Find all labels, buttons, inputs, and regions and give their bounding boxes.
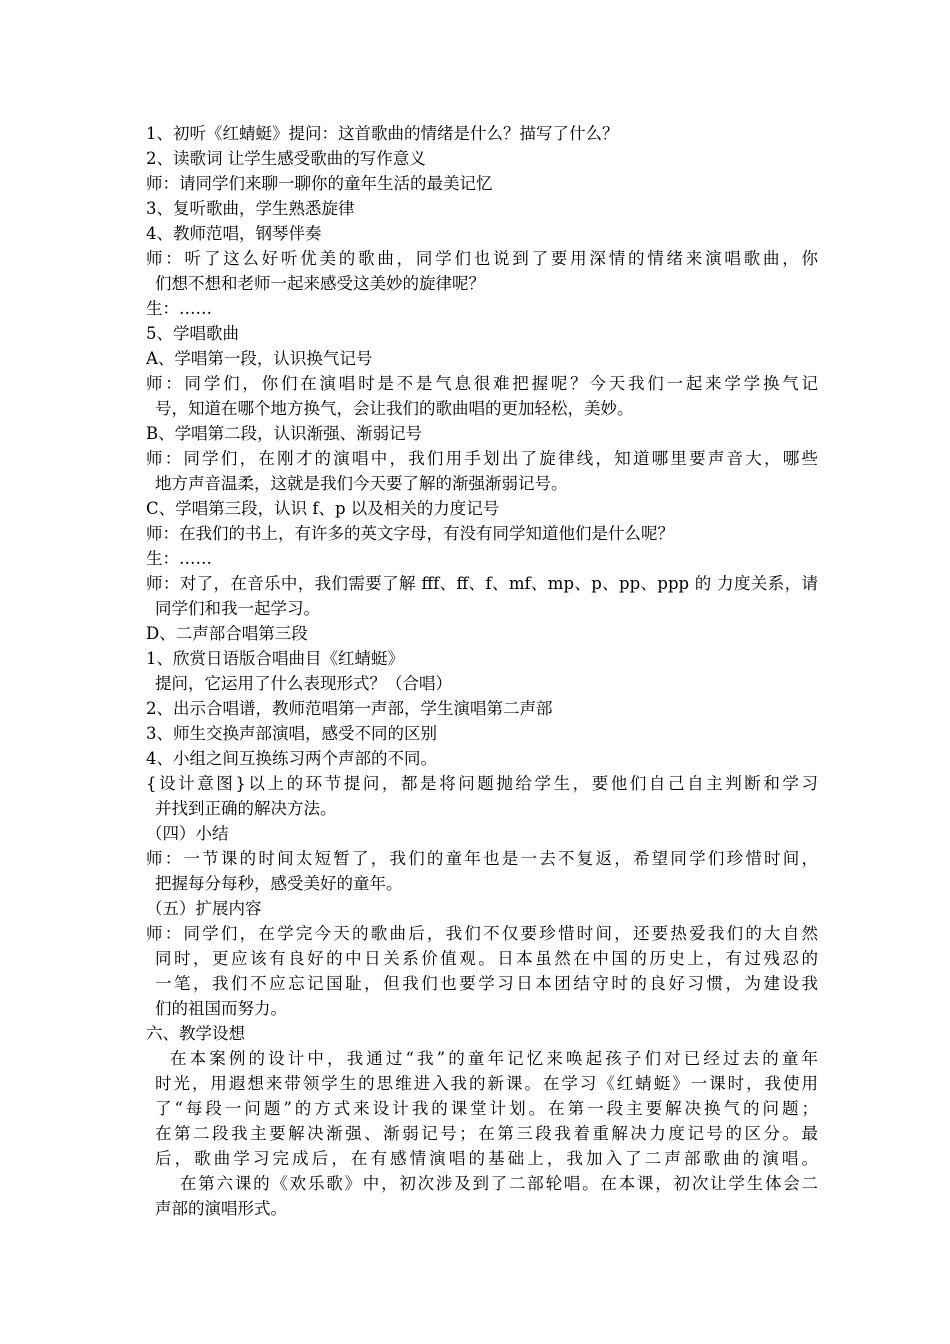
text-line: 生：…… — [146, 549, 212, 568]
text-line: 4、小组之间互换练习两个声部的不同。 — [146, 749, 437, 768]
text-line: 地方声音温柔，这就是我们今天要了解的渐强渐弱记号。 — [155, 474, 568, 493]
text-line: D、二声部合唱第三段 — [146, 624, 308, 643]
text-line: 们的祖国而努力。 — [155, 999, 287, 1018]
text-line: 在第二段我主要解决渐强、渐弱记号；在第三段我着重解决力度记号的区分。最 — [155, 1124, 818, 1143]
text-line: （五）扩展内容 — [146, 899, 262, 918]
text-line: C、学唱第三段，认识 f、p 以及相关的力度记号 — [146, 499, 500, 518]
text-line: 师：一节课的时间太短暂了，我们的童年也是一去不复返，希望同学们珍惜时间， — [146, 849, 818, 868]
text-line: 师：同学们，在刚才的演唱中，我们用手划出了旋律线，知道哪里要声音大，哪些 — [146, 449, 818, 468]
text-line: 号，知道在哪个地方换气，会让我们的歌曲唱的更加轻松，美妙。 — [155, 399, 634, 418]
text-line: 生：…… — [146, 299, 212, 318]
text-line: 了“每段一问题”的方式来设计我的课堂计划。在第一段主要解决换气的问题； — [155, 1099, 818, 1118]
text-line: 在第六课的《欢乐歌》中，初次涉及到了二部轮唱。在本课，初次让学生体会二 — [180, 1174, 818, 1193]
text-line: 同学们和我一起学习。 — [155, 599, 320, 618]
text-line: 时光，用遐想来带领学生的思维进入我的新课。在学习《红蜻蜓》一课时，我使用 — [155, 1074, 818, 1093]
text-line: 后，歌曲学习完成后，在有感情演唱的基础上，我加入了二声部歌曲的演唱。 — [155, 1149, 818, 1168]
text-line: 师：在我们的书上，有许多的英文字母，有没有同学知道他们是什么呢？ — [146, 524, 674, 543]
text-line: 师：对了，在音乐中，我们需要了解 fff、ff、f、mf、mp、p、pp、ppp 的 力度关系，请 — [146, 574, 818, 593]
text-line: 师：同学们，你们在演唱时是不是气息很难把握呢？今天我们一起来学学换气记 — [146, 374, 818, 393]
text-line: 5、学唱歌曲 — [146, 324, 239, 343]
text-line: 提问，它运用了什么表现形式？（合唱） — [155, 674, 452, 693]
text-line: 同时，更应该有良好的中日关系价值观。日本虽然在中国的历史上，有过残忍的 — [155, 949, 818, 968]
text-line: {设计意图}以上的环节提问，都是将问题抛给学生，要他们自己自主判断和学习 — [146, 774, 818, 793]
text-line: 把握每分每秒，感受美好的童年。 — [155, 874, 403, 893]
text-line: 4、教师范唱，钢琴伴奏 — [146, 224, 322, 243]
text-line: 3、复听歌曲，学生熟悉旋律 — [146, 199, 355, 218]
text-line: 声部的演唱形式。 — [155, 1199, 287, 1218]
text-line: 并找到正确的解决方法。 — [155, 799, 337, 818]
text-line: 1、欣赏日语版合唱曲目《红蜻蜓》 — [146, 649, 404, 668]
text-line: 1、初听《红蜻蜓》提问：这首歌曲的情绪是什么？描写了什么？ — [146, 124, 619, 143]
text-line: 3、师生交换声部演唱，感受不同的区别 — [146, 724, 437, 743]
text-line: 师：请同学们来聊一聊你的童年生活的最美记忆 — [146, 174, 493, 193]
text-line: （四）小结 — [146, 824, 229, 843]
text-line: 师：听了这么好听优美的歌曲，同学们也说到了要用深情的情绪来演唱歌曲，你 — [146, 249, 818, 268]
text-line: 2、读歌词 让学生感受歌曲的写作意义 — [146, 149, 426, 168]
document-body — [146, 121, 818, 1221]
text-line: 在本案例的设计中，我通过“我”的童年记忆来唤起孩子们对已经过去的童年 — [170, 1049, 818, 1068]
text-line: A、学唱第一段，认识换气记号 — [146, 349, 373, 368]
text-line: 六、教学设想 — [146, 1024, 245, 1043]
text-line: 2、出示合唱谱，教师范唱第一声部，学生演唱第二声部 — [146, 699, 553, 718]
text-line: B、学唱第二段，认识渐强、渐弱记号 — [146, 424, 423, 443]
text-line: 一笔，我们不应忘记国耻，但我们也要学习日本团结守时的良好习惯，为建设我 — [155, 974, 818, 993]
text-line: 们想不想和老师一起来感受这美妙的旋律呢？ — [155, 274, 485, 293]
text-line: 师：同学们，在学完今天的歌曲后，我们不仅要珍惜时间，还要热爱我们的大自然 — [146, 924, 818, 943]
